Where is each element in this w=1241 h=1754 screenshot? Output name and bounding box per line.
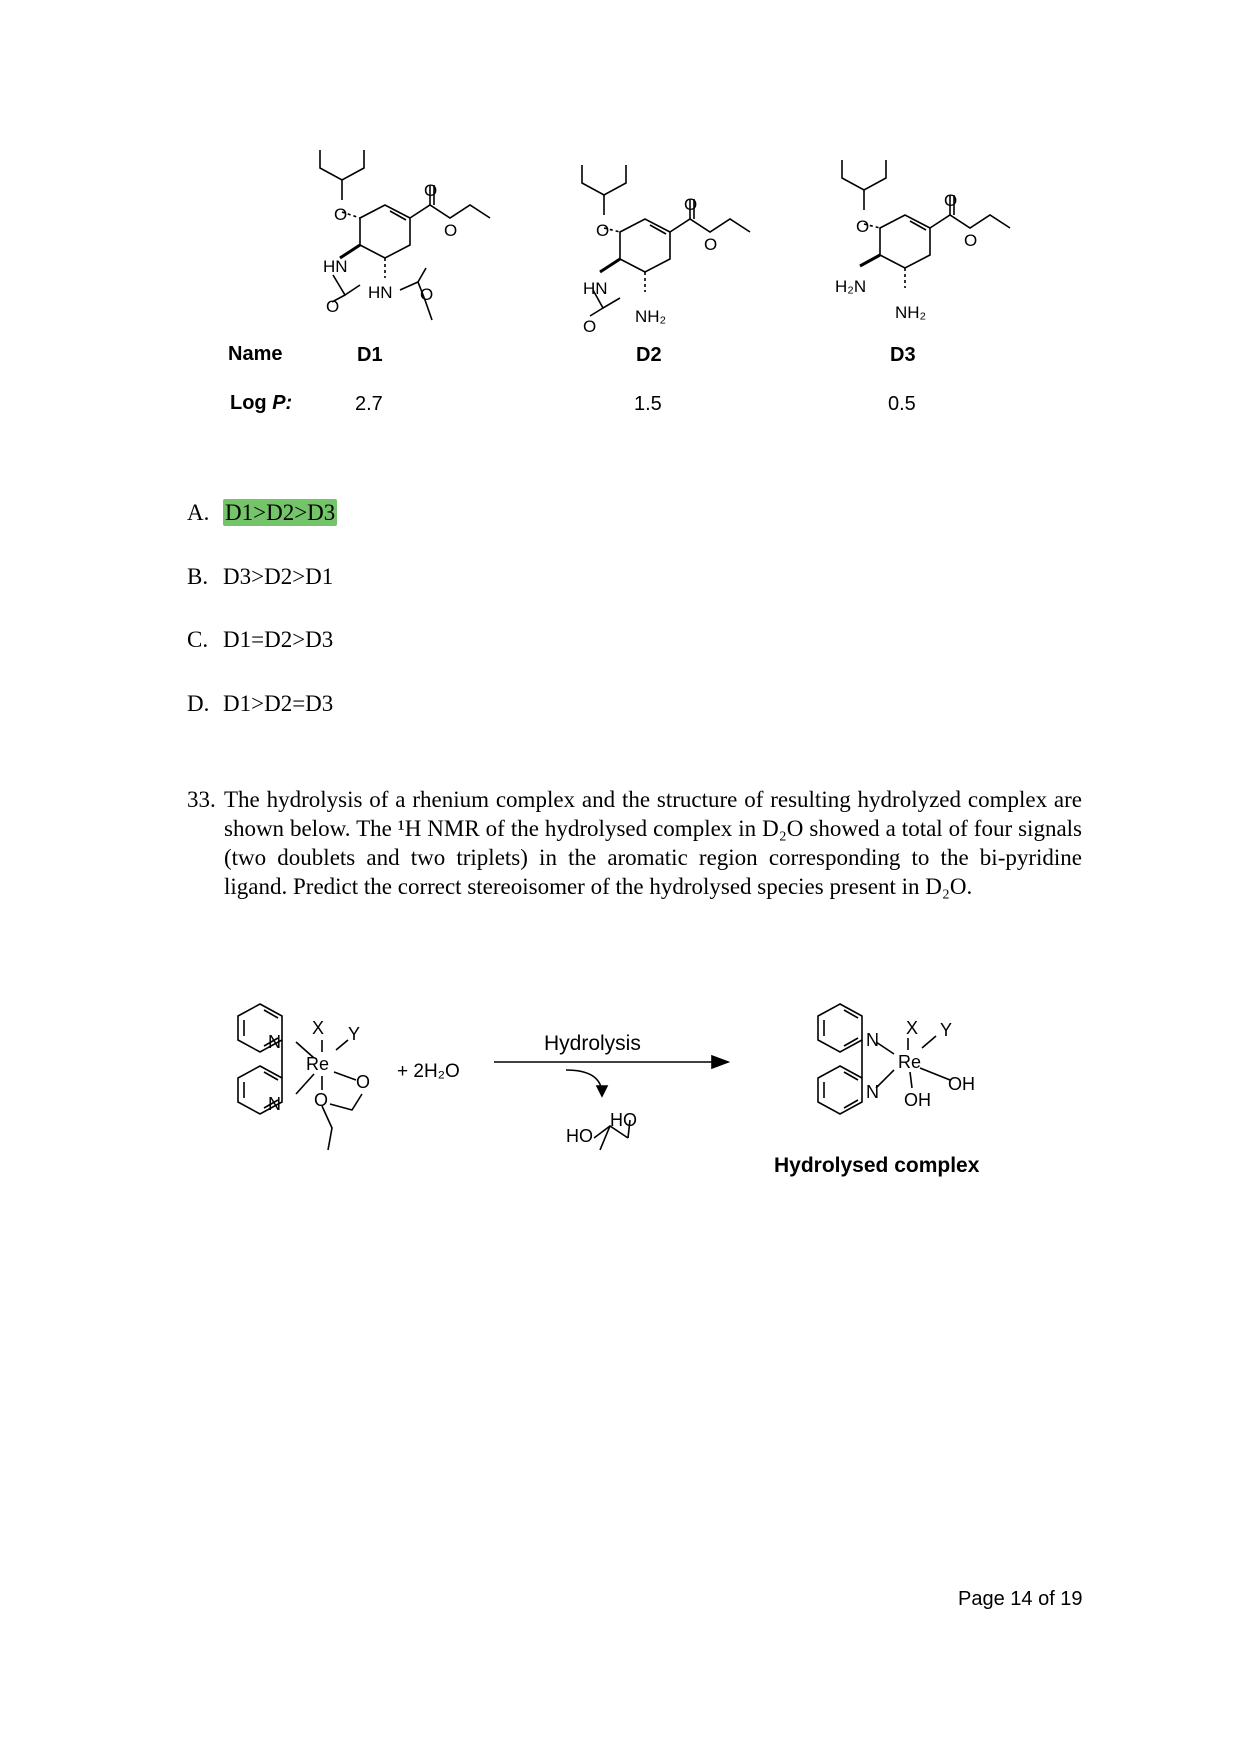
svg-text:N: N: [866, 1030, 879, 1050]
molecule-name-d3: D3: [890, 344, 916, 366]
molecule-name-d1: D1: [357, 344, 383, 366]
option-d[interactable]: [187, 691, 333, 717]
svg-text:H₂N: H₂N: [835, 277, 867, 296]
svg-text:HN: HN: [368, 283, 393, 302]
svg-text:O: O: [704, 235, 718, 254]
option-b[interactable]: [187, 564, 333, 590]
reactant-complex: [238, 1004, 362, 1150]
option-letter: B.: [187, 564, 209, 589]
svg-text:HO: HO: [566, 1126, 593, 1146]
molecule-d1: [320, 150, 490, 320]
option-text: D1=D2>D3: [223, 627, 334, 652]
option-a[interactable]: [187, 500, 337, 526]
question-text: The hydrolysis of a rhenium complex and the structure of resulting hydrolyzed complex are shown below. The ¹H NMR of the hydrolysed complex in D₂O showed a total of four signals (two doublets and two triplets) in the aromatic region corresponding to the bi-pyridine ligand. Predict the correct stereoisomer of the hydrolysed species present in D₂O.: [224, 787, 1082, 899]
svg-text:Y: Y: [348, 1024, 361, 1044]
option-letter: C.: [187, 627, 209, 652]
option-text: D3>D2>D1: [223, 564, 334, 589]
logp-value-d3: 0.5: [888, 393, 916, 415]
svg-text:O: O: [314, 1090, 329, 1110]
product-label: Hydrolysed complex: [774, 1154, 980, 1177]
svg-text:OH: OH: [904, 1090, 931, 1110]
svg-text:O: O: [326, 297, 340, 316]
svg-text:O: O: [444, 221, 458, 240]
name-row-label: Name: [228, 343, 283, 365]
svg-text:N: N: [866, 1082, 879, 1102]
logp-value-d1: 2.7: [355, 393, 383, 415]
svg-text:O: O: [856, 217, 870, 236]
svg-text:N: N: [268, 1094, 281, 1114]
svg-text:O: O: [964, 231, 978, 250]
logp-label-text: Log: [230, 392, 273, 414]
logp-value-d2: 1.5: [634, 393, 662, 415]
svg-text:NH₂: NH₂: [895, 303, 927, 322]
svg-text:+ 2H₂O: + 2H₂O: [397, 1061, 460, 1082]
svg-text:O: O: [684, 195, 698, 214]
svg-text:X: X: [312, 1018, 325, 1038]
option-text: D1>D2=D3: [223, 691, 334, 716]
svg-text:O: O: [356, 1072, 371, 1092]
svg-text:HN: HN: [323, 257, 348, 276]
svg-text:HN: HN: [583, 279, 608, 298]
svg-text:O: O: [944, 191, 958, 210]
option-letter: A.: [187, 500, 210, 525]
svg-text:O: O: [334, 205, 348, 224]
svg-text:HO: HO: [610, 1110, 637, 1130]
logp-label-italic: P:: [272, 392, 293, 414]
question-number: 33.: [187, 787, 216, 812]
reaction-scheme: [0, 990, 1241, 1210]
option-c[interactable]: [187, 627, 333, 653]
svg-text:OH: OH: [948, 1074, 975, 1094]
molecule-name-d2: D2: [636, 344, 662, 366]
svg-text:Hydrolysis: Hydrolysis: [544, 1032, 641, 1055]
svg-text:O: O: [420, 285, 434, 304]
option-text-highlighted: D1>D2>D3: [225, 500, 336, 525]
logp-row-label: [230, 392, 292, 415]
svg-text:X: X: [906, 1018, 919, 1038]
svg-text:Re: Re: [898, 1052, 922, 1072]
svg-text:O: O: [583, 317, 597, 336]
svg-text:Y: Y: [940, 1020, 953, 1040]
svg-text:O: O: [424, 181, 438, 200]
svg-text:Re: Re: [306, 1054, 330, 1074]
option-letter: D.: [187, 691, 210, 716]
svg-text:O: O: [596, 221, 610, 240]
structures-d1-d3: [0, 0, 1241, 340]
page-number: Page 14 of 19: [958, 1588, 1083, 1610]
svg-text:NH₂: NH₂: [635, 307, 667, 326]
svg-text:N: N: [268, 1032, 281, 1052]
